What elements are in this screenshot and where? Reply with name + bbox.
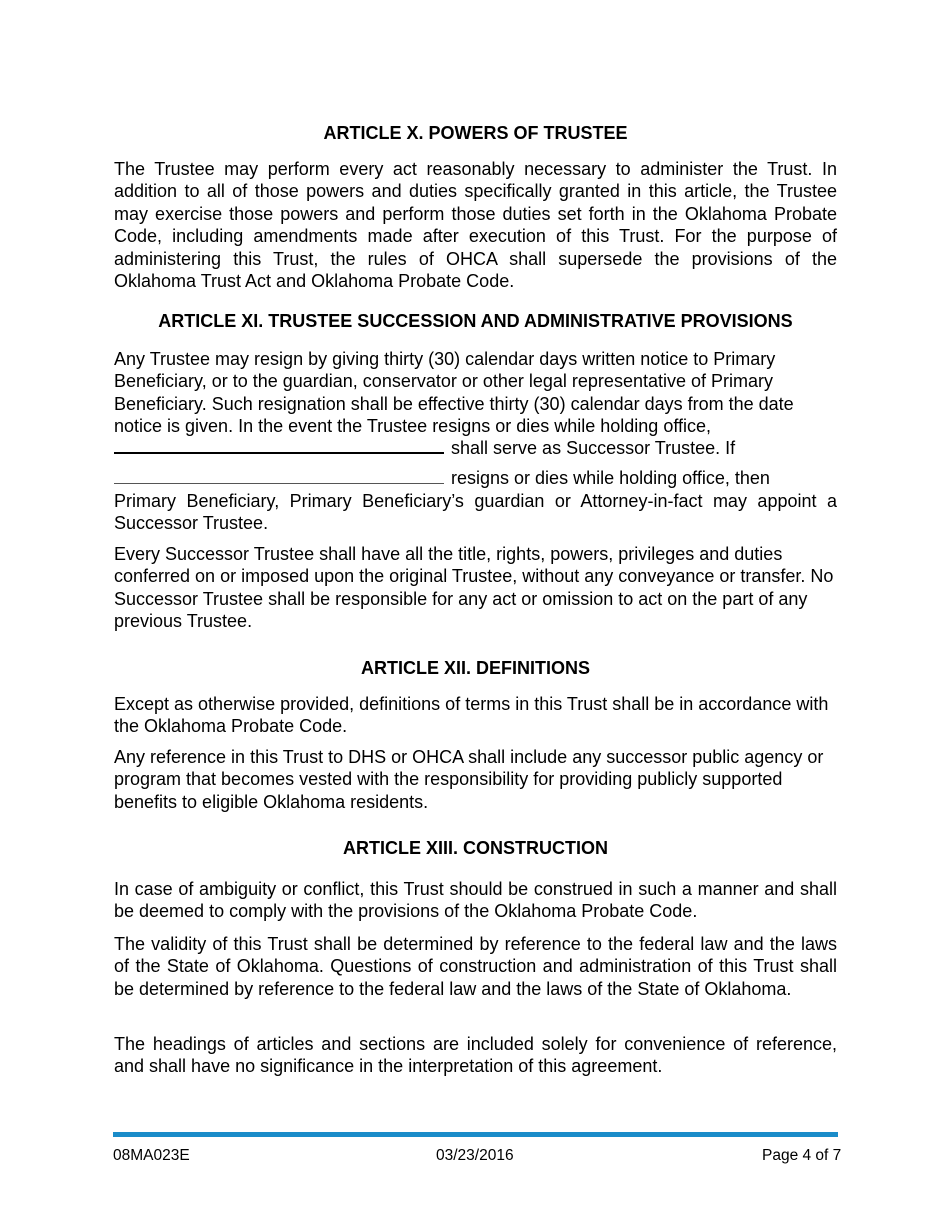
article-13-paragraph-2: The validity of this Trust shall be determined by reference to the federal law and the laws of the State of Oklahoma. Questions of construction and administration of this Trust shall be determined by reference to the federal law and the laws of the State of Oklahoma.	[114, 934, 837, 999]
blank1-suffix: shall serve as Successor Trustee. If	[451, 438, 736, 458]
footer-form-number: 08MA023E	[113, 1147, 190, 1164]
second-successor-blank[interactable]	[114, 482, 444, 484]
line: Any Trustee may resign by giving thirty (30) calendar days written notice to Primary	[114, 349, 776, 369]
article-12-heading: ARTICLE XII. DEFINITIONS	[360, 658, 590, 678]
article-11-paragraph-2: Every Successor Trustee shall have all the title, rights, powers, privileges and duties conferred on or imposed upon the original Trustee, without any conveyance or transfer. No Successor Trustee shall be responsible for any act or omission to act on the part of any previous Trustee.	[114, 544, 834, 632]
blank2-suffix: resigns or dies while holding office, then	[451, 468, 770, 488]
line: notice is given. In the event the Trustee resigns or dies while holding office,	[114, 416, 712, 437]
article-12-paragraph-1: Except as otherwise provided, definitions of terms in this Trust shall be in accordance with the Oklahoma Probate Code.	[114, 694, 829, 737]
article-13-heading: ARTICLE XIII. CONSTRUCTION	[343, 838, 608, 858]
article-11-paragraph-1-tail: Primary Beneficiary, Primary Beneficiary’s guardian or Attorney-in-fact may appoint a Successor Trustee.	[114, 491, 837, 534]
line: Beneficiary, or to the guardian, conservator or other legal representative of Primary	[114, 371, 773, 392]
article-13-paragraph-3: The headings of articles and sections are included solely for convenience of reference, and shall have no significance in the interpretation of this agreement.	[114, 1034, 837, 1077]
article-10-paragraph-1: The Trustee may perform every act reasonably necessary to administer the Trust. In addition to all of those powers and duties specifically granted in this article, the Trustee may exercise those powers and perform those duties set forth in the Oklahoma Probate Code, including amendments made after execution of this Trust. For the purpose of administering this Trust, the rules of OHCA shall supersede the provisions of the Oklahoma Trust Act and Oklahoma Probate Code.	[114, 159, 837, 292]
successor-trustee-line	[114, 437, 837, 459]
footer-date: 03/23/2016	[436, 1147, 514, 1164]
second-successor-line	[114, 467, 837, 489]
line: Beneficiary. Such resignation shall be effective thirty (30) calendar days from the date	[114, 393, 794, 414]
footer-divider-bar	[113, 1132, 838, 1137]
article-10-heading: ARTICLE X. POWERS OF TRUSTEE	[323, 123, 628, 143]
article-12-paragraph-2: Any reference in this Trust to DHS or OHCA shall include any successor public agency or program that becomes vested with the responsibility for providing publicly supported benefits to eligible Oklahoma residents.	[114, 747, 824, 812]
successor-trustee-blank[interactable]	[114, 451, 444, 454]
article-11-paragraph-1-lines	[114, 348, 837, 438]
article-13-paragraph-1: In case of ambiguity or conflict, this Trust should be construed in such a manner and shall be deemed to comply with the provisions of the Oklahoma Probate Code.	[114, 879, 837, 922]
article-11-heading: ARTICLE XI. TRUSTEE SUCCESSION AND ADMINISTRATIVE PROVISIONS	[158, 311, 793, 331]
footer-page-number: Page 4 of 7	[762, 1147, 842, 1164]
